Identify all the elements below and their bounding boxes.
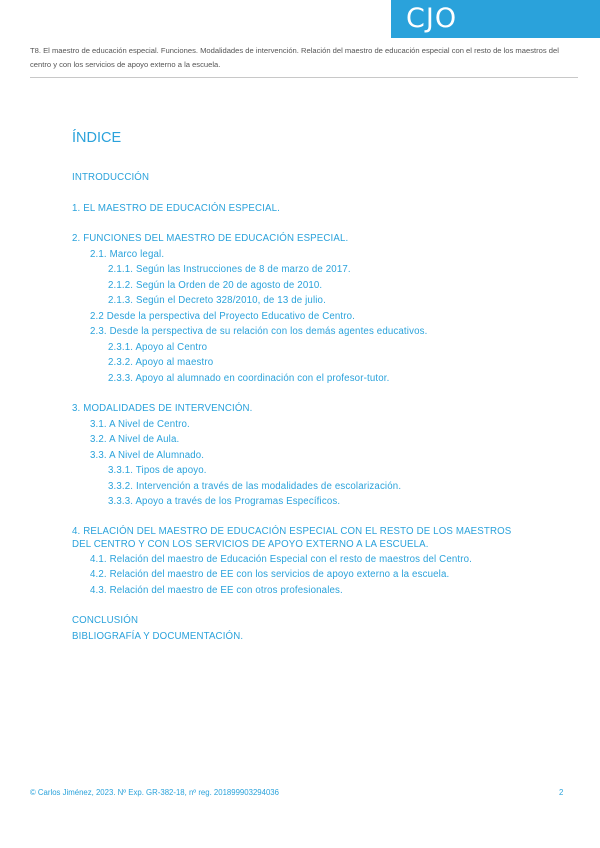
table-of-contents [72, 128, 532, 644]
toc-entry-3-2: 3.2. A Nivel de Aula. [90, 434, 180, 445]
toc-entry-4-1: 4.1. Relación del maestro de Educación Especial con el resto de maestros del Centro. [90, 553, 473, 565]
toc-entry-3-3-2: 3.3.2. Intervención a través de las modalidades de escolarización. [108, 480, 402, 492]
document-header: T8. El maestro de educación especial. Funciones. Modalidades de intervención. Relación del maestro de educación especial con el resto de los maestros del centro y con los servicios de apoyo externo a la escuela. [30, 46, 559, 69]
toc-entry-1: 1. EL MAESTRO DE EDUCACIÓN ESPECIAL. [72, 202, 280, 214]
toc-entry-introduccion: INTRODUCCIÓN [72, 172, 150, 183]
toc-entry-3-3-1: 3.3.1. Tipos de apoyo. [108, 465, 207, 476]
footer-copyright: © Carlos Jiménez, 2023. Nº Exp. GR-382-18, nº reg. 201899903294036 [30, 788, 279, 797]
toc-entry-bibliografia: BIBLIOGRAFÍA Y DOCUMENTACIÓN. [72, 630, 244, 642]
toc-entry-3-1: 3.1. A Nivel de Centro. [90, 418, 190, 430]
toc-entry-4: 4. RELACIÓN DEL MAESTRO DE EDUCACIÓN ESPECIAL CON EL RESTO DE LOS MAESTROS DEL CENTRO Y CON LOS SERVICIOS DE APOYO EXTERNO A LA ESCUELA. [72, 525, 512, 550]
toc-entry-3-3: 3.3. A Nivel de Alumnado. [90, 449, 205, 461]
toc-title: ÍNDICE [72, 130, 122, 146]
toc-entry-2: 2. FUNCIONES DEL MAESTRO DE EDUCACIÓN ESPECIAL. [72, 233, 349, 244]
toc-entry-2-2: 2.2 Desde la perspectiva del Proyecto Educativo de Centro. [90, 310, 356, 322]
toc-entry-2-3-2: 2.3.2. Apoyo al maestro [108, 357, 214, 368]
toc-entry-2-3-1: 2.3.1. Apoyo al Centro [108, 341, 208, 353]
toc-entry-2-1-1: 2.1.1. Según las Instrucciones de 8 de marzo de 2017. [108, 264, 351, 275]
toc-entry-2-1: 2.1. Marco legal. [90, 248, 165, 260]
logo: CJO [406, 3, 458, 34]
toc-entry-3: 3. MODALIDADES DE INTERVENCIÓN. [72, 403, 253, 414]
header-divider [30, 77, 578, 78]
page-number: 2 [559, 788, 564, 797]
toc-entry-4-3: 4.3. Relación del maestro de EE con otros profesionales. [90, 584, 343, 596]
toc-entry-2-1-2: 2.1.2. Según la Orden de 20 de agosto de 2010. [108, 279, 323, 291]
toc-entry-2-3-3: 2.3.3. Apoyo al alumnado en coordinación con el profesor-tutor. [108, 372, 390, 384]
toc-entry-conclusion: CONCLUSIÓN [72, 615, 139, 626]
toc-entry-4-2: 4.2. Relación del maestro de EE con los servicios de apoyo externo a la escuela. [90, 569, 450, 580]
toc-entry-2-1-3: 2.1.3. Según el Decreto 328/2010, de 13 de julio. [108, 295, 326, 306]
toc-entry-3-3-3: 3.3.3. Apoyo a través de los Programas Específicos. [108, 496, 341, 507]
toc-entry-2-3: 2.3. Desde la perspectiva de su relación con los demás agentes educativos. [90, 326, 428, 337]
